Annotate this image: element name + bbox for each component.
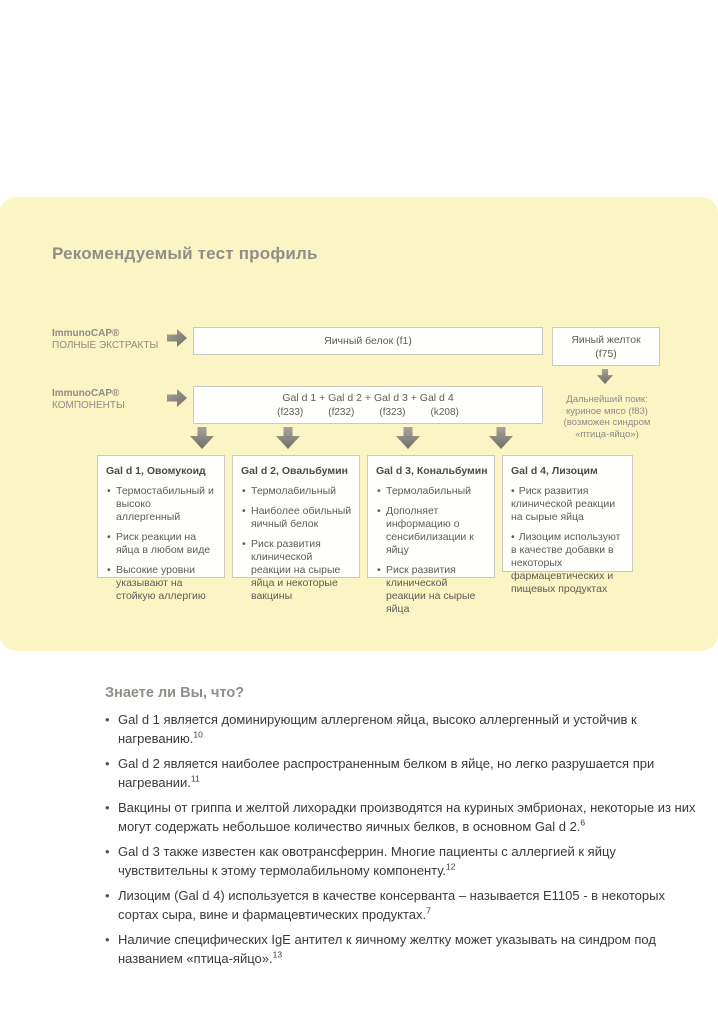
fact-text: Лизоцим (Gal d 4) используется в качестве консерванта – называется E1105 - в некоторых сортах сыра, вине и фармацевтических продуктах. bbox=[118, 888, 665, 922]
bullet-item: • Риск развития клинической реакции на сырые яйца bbox=[376, 564, 488, 616]
extracts-label-brand: ImmunoCAP® bbox=[52, 328, 120, 339]
components-label bbox=[52, 388, 125, 412]
arrow-right-icon bbox=[167, 388, 187, 408]
arrow-down-icon bbox=[396, 427, 420, 449]
component-box-gal-d-2 bbox=[232, 455, 360, 602]
extracts-label bbox=[52, 328, 158, 352]
component-code: (k208) bbox=[430, 407, 459, 418]
did-you-know-section bbox=[105, 685, 697, 975]
component-box-title: Gal d 1, Овомукоид bbox=[106, 465, 206, 477]
component-box-gal-d-3 bbox=[367, 455, 495, 615]
further-search-line: (возможен синдром bbox=[563, 417, 651, 428]
egg-yolk-box bbox=[552, 327, 660, 366]
further-search-line: Дальнейший поик: bbox=[566, 394, 648, 405]
egg-yolk-code: (f75) bbox=[595, 348, 617, 360]
components-names: Gal d 1 + Gal d 2 + Gal d 3 + Gal d 4 bbox=[282, 392, 454, 404]
fact-reference: 12 bbox=[446, 861, 456, 872]
fact-reference: 11 bbox=[190, 773, 200, 784]
component-box-bullets bbox=[241, 485, 353, 603]
fact-reference: 6 bbox=[580, 817, 586, 828]
egg-white-box: Яичный белок (f1) bbox=[193, 327, 543, 355]
bullet-item: • Термолабильный bbox=[376, 485, 488, 498]
component-code: (f233) bbox=[277, 407, 304, 418]
further-search-line: куриное мясо (f83) bbox=[566, 405, 648, 417]
fact-text: Наличие специфических IgE антител к яичному желтку может указывать на синдром под названием «птица-яйцо». bbox=[118, 932, 656, 966]
arrow-down-icon bbox=[594, 369, 616, 384]
facts-list bbox=[105, 711, 697, 968]
fact-reference: 7 bbox=[426, 905, 431, 916]
further-search-note bbox=[538, 394, 676, 440]
arrow-down-icon bbox=[190, 427, 214, 449]
arrow-down-icon bbox=[489, 427, 513, 449]
components-box bbox=[193, 386, 543, 424]
egg-yolk-label: Яиный желток bbox=[571, 334, 641, 346]
component-box-gal-d-4 bbox=[502, 455, 633, 595]
fact-text: Gal d 1 является доминирующим аллергеном яйца, высоко аллергенный и устойчив к нагреванию. bbox=[118, 712, 637, 746]
extracts-label-type: ПОЛНЫЕ ЭКСТРАКТЫ bbox=[52, 340, 159, 351]
bullet-item: • Лизоцим используют в качестве добавки в некоторых фармацевтических и пищевых продуктах bbox=[511, 531, 626, 596]
bullet-item: • Термолабильный bbox=[241, 485, 353, 498]
components-codes bbox=[194, 406, 542, 419]
component-box-bullets bbox=[511, 485, 626, 596]
component-box-gal-d-1 bbox=[97, 455, 225, 602]
fact-text: Вакцины от гриппа и желтой лихорадки производятся на куриных эмбрионах, некоторые из них могут содержать небольшое количество яичных белков, в основном Gal d 2. bbox=[118, 800, 696, 834]
components-label-brand: ImmunoCAP® bbox=[52, 388, 120, 399]
bullet-item: • Высокие уровни указывают на стойкую аллергию bbox=[106, 564, 218, 603]
panel-title: Рекомендуемый тест профиль bbox=[52, 244, 318, 263]
fact-item bbox=[105, 887, 697, 924]
bullet-item: • Риск развития клинической реакции на сырые яйца bbox=[511, 485, 626, 524]
bullet-item: • Риск развития клинической реакции на сырые яйца и некоторые вакцины bbox=[241, 538, 353, 603]
component-box-title: Gal d 3, Кональбумин bbox=[376, 465, 488, 477]
fact-item bbox=[105, 711, 697, 748]
bullet-item: • Наиболее обильный яичный белок bbox=[241, 505, 353, 531]
components-label-type: КОМПОНЕНТЫ bbox=[52, 400, 125, 411]
component-code: (f323) bbox=[379, 407, 406, 418]
bullet-item: • Термостабильный и высоко аллергенный bbox=[106, 485, 218, 524]
component-box-title: Gal d 4, Лизоцим bbox=[511, 465, 598, 477]
fact-reference: 10 bbox=[193, 729, 203, 740]
fact-text: Gal d 2 является наиболее распространенным белком в яйце, но легко разрушается при нагревании. bbox=[118, 756, 655, 790]
fact-item bbox=[105, 755, 697, 792]
fact-text: Gal d 3 также известен как овотрансферрин. Многие пациенты с аллергией к яйцу чувствительны к этому термолабильному компоненту. bbox=[118, 844, 616, 878]
fact-item bbox=[105, 843, 697, 880]
component-code: (f232) bbox=[328, 407, 355, 418]
component-box-title: Gal d 2, Овальбумин bbox=[241, 465, 348, 477]
fact-item bbox=[105, 931, 697, 968]
further-search-line: «птица-яйцо») bbox=[575, 428, 639, 440]
bullet-item: • Дополняет информацию о сенсибилизации к яйцу bbox=[376, 505, 488, 557]
fact-reference: 13 bbox=[272, 949, 283, 960]
component-box-bullets bbox=[106, 485, 218, 603]
arrow-right-icon bbox=[167, 328, 187, 348]
did-you-know-heading: Знаете ли Вы, что? bbox=[105, 685, 245, 701]
bullet-item: • Риск реакции на яйца в любом виде bbox=[106, 531, 218, 557]
component-box-bullets bbox=[376, 485, 488, 616]
fact-item bbox=[105, 799, 697, 836]
arrow-down-icon bbox=[276, 427, 300, 449]
test-profile-panel bbox=[0, 197, 718, 651]
